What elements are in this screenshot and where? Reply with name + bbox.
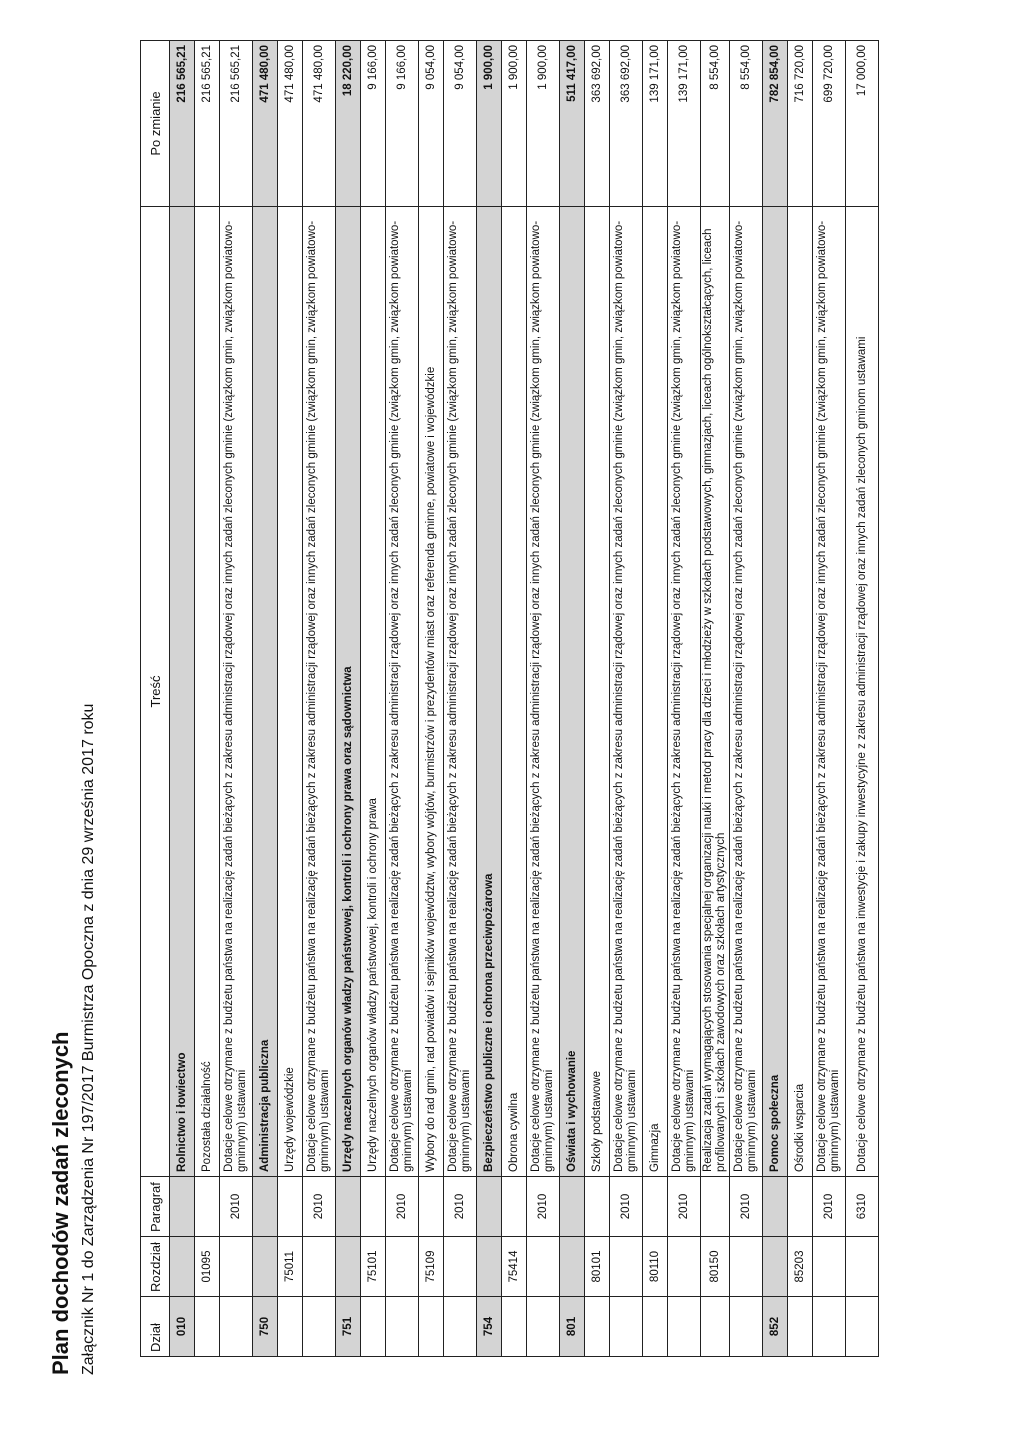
cell-tresc: Dotacje celowe otrzymane z budżetu państwa na realizację zadań bieżących z zakresu administracji rządowej oraz innych zadań zleconych gminie (związkom gmin, związkom powiatowo-gminnym) ustawami bbox=[668, 207, 701, 1177]
cell-dzial bbox=[386, 1297, 419, 1357]
cell-rozdzial: 75414 bbox=[502, 1237, 527, 1297]
header-rozdzial: Rozdział bbox=[141, 1237, 170, 1297]
table-header-row bbox=[141, 41, 170, 1357]
cell-po-zmianie: 716 720,00 bbox=[788, 41, 813, 207]
cell-tresc: Dotacje celowe otrzymane z budżetu państwa na realizację zadań bieżących z zakresu administracji rządowej oraz innych zadań zleconych gminie (związkom gmin, związkom powiatowo-gminnym) ustawami bbox=[813, 207, 846, 1177]
cell-rozdzial: 75101 bbox=[361, 1237, 386, 1297]
cell-paragraf bbox=[170, 1177, 195, 1237]
cell-rozdzial: 80150 bbox=[701, 1237, 730, 1297]
table-row bbox=[419, 41, 444, 1357]
cell-tresc: Szkoły podstawowe bbox=[585, 207, 610, 1177]
cell-dzial bbox=[610, 1297, 643, 1357]
cell-paragraf bbox=[643, 1177, 668, 1237]
cell-po-zmianie: 216 565,21 bbox=[170, 41, 195, 207]
table-row bbox=[643, 41, 668, 1357]
cell-po-zmianie: 139 171,00 bbox=[643, 41, 668, 207]
cell-dzial bbox=[668, 1297, 701, 1357]
table-row bbox=[763, 41, 788, 1357]
cell-rozdzial bbox=[220, 1237, 253, 1297]
cell-paragraf bbox=[477, 1177, 502, 1237]
cell-tresc: Bezpieczeństwo publiczne i ochrona przeciwpożarowa bbox=[477, 207, 502, 1177]
cell-po-zmianie: 1 900,00 bbox=[502, 41, 527, 207]
cell-rozdzial bbox=[170, 1237, 195, 1297]
table-row bbox=[253, 41, 278, 1357]
cell-dzial bbox=[585, 1297, 610, 1357]
cell-po-zmianie: 363 692,00 bbox=[610, 41, 643, 207]
cell-dzial bbox=[846, 1297, 879, 1357]
cell-po-zmianie: 9 054,00 bbox=[419, 41, 444, 207]
table-row bbox=[730, 41, 763, 1357]
cell-dzial bbox=[278, 1297, 303, 1357]
cell-paragraf bbox=[788, 1177, 813, 1237]
cell-po-zmianie: 9 166,00 bbox=[386, 41, 419, 207]
cell-dzial: 801 bbox=[560, 1297, 585, 1357]
cell-rozdzial: 85203 bbox=[788, 1237, 813, 1297]
table-row bbox=[195, 41, 220, 1357]
table-row bbox=[386, 41, 419, 1357]
cell-dzial bbox=[730, 1297, 763, 1357]
header-dzial: Dział bbox=[141, 1297, 170, 1357]
cell-paragraf: 2010 bbox=[386, 1177, 419, 1237]
table-row bbox=[361, 41, 386, 1357]
cell-tresc: Dotacje celowe otrzymane z budżetu państwa na realizację zadań bieżących z zakresu administracji rządowej oraz innych zadań zleconych gminie (związkom gmin, związkom powiatowo-gminnym) ustawami bbox=[444, 207, 477, 1177]
cell-dzial: 010 bbox=[170, 1297, 195, 1357]
cell-tresc: Pomoc społeczna bbox=[763, 207, 788, 1177]
cell-rozdzial: 80110 bbox=[643, 1237, 668, 1297]
cell-po-zmianie: 9 166,00 bbox=[361, 41, 386, 207]
cell-tresc: Dotacje celowe otrzymane z budżetu państwa na inwestycje i zakupy inwestycyjne z zakresu administracji rządowej oraz innych zadań zleconych gminom ustawami bbox=[846, 207, 879, 1177]
cell-dzial bbox=[444, 1297, 477, 1357]
cell-paragraf: 2010 bbox=[668, 1177, 701, 1237]
cell-paragraf: 2010 bbox=[444, 1177, 477, 1237]
cell-dzial bbox=[643, 1297, 668, 1357]
cell-rozdzial bbox=[763, 1237, 788, 1297]
cell-tresc: Pozostała działalność bbox=[195, 207, 220, 1177]
cell-paragraf: 2010 bbox=[303, 1177, 336, 1237]
table-row bbox=[585, 41, 610, 1357]
table-row bbox=[477, 41, 502, 1357]
cell-paragraf: 6310 bbox=[846, 1177, 879, 1237]
cell-tresc: Ośrodki wsparcia bbox=[788, 207, 813, 1177]
cell-tresc: Dotacje celowe otrzymane z budżetu państwa na realizację zadań bieżących z zakresu administracji rządowej oraz innych zadań zleconych gminie (związkom gmin, związkom powiatowo-gminnym) ustawami bbox=[303, 207, 336, 1177]
cell-po-zmianie: 471 480,00 bbox=[303, 41, 336, 207]
document-title: Plan dochodów zadań zleconych bbox=[48, 1031, 73, 1375]
cell-rozdzial bbox=[303, 1237, 336, 1297]
cell-po-zmianie: 782 854,00 bbox=[763, 41, 788, 207]
cell-rozdzial bbox=[560, 1237, 585, 1297]
cell-paragraf: 2010 bbox=[730, 1177, 763, 1237]
table-row bbox=[336, 41, 361, 1357]
cell-po-zmianie: 8 554,00 bbox=[701, 41, 730, 207]
cell-tresc: Oświata i wychowanie bbox=[560, 207, 585, 1177]
cell-paragraf: 2010 bbox=[220, 1177, 253, 1237]
cell-dzial bbox=[788, 1297, 813, 1357]
cell-paragraf bbox=[336, 1177, 361, 1237]
table-row bbox=[668, 41, 701, 1357]
table-row bbox=[846, 41, 879, 1357]
cell-rozdzial bbox=[477, 1237, 502, 1297]
table-row bbox=[701, 41, 730, 1357]
cell-rozdzial bbox=[386, 1237, 419, 1297]
cell-paragraf bbox=[701, 1177, 730, 1237]
cell-dzial bbox=[701, 1297, 730, 1357]
cell-tresc: Urzędy naczelnych organów władzy państwowej, kontroli i ochrony prawa bbox=[361, 207, 386, 1177]
cell-paragraf bbox=[253, 1177, 278, 1237]
cell-paragraf: 2010 bbox=[610, 1177, 643, 1237]
cell-tresc: Gimnazja bbox=[643, 207, 668, 1177]
cell-po-zmianie: 471 480,00 bbox=[278, 41, 303, 207]
cell-po-zmianie: 699 720,00 bbox=[813, 41, 846, 207]
cell-tresc: Wybory do rad gmin, rad powiatów i sejmików województw, wybory wójtów, burmistrzów i prezydentów miast oraz referenda gminne, powiatowe i wojewódzkie bbox=[419, 207, 444, 1177]
cell-po-zmianie: 17 000,00 bbox=[846, 41, 879, 207]
table-row bbox=[502, 41, 527, 1357]
cell-tresc: Rolnictwo i łowiectwo bbox=[170, 207, 195, 1177]
cell-rozdzial bbox=[668, 1237, 701, 1297]
cell-rozdzial bbox=[444, 1237, 477, 1297]
cell-paragraf: 2010 bbox=[527, 1177, 560, 1237]
cell-dzial bbox=[303, 1297, 336, 1357]
table-row bbox=[444, 41, 477, 1357]
cell-paragraf bbox=[502, 1177, 527, 1237]
table-row bbox=[527, 41, 560, 1357]
cell-po-zmianie: 216 565,21 bbox=[220, 41, 253, 207]
cell-dzial bbox=[527, 1297, 560, 1357]
cell-rozdzial bbox=[846, 1237, 879, 1297]
cell-rozdzial bbox=[253, 1237, 278, 1297]
cell-po-zmianie: 363 692,00 bbox=[585, 41, 610, 207]
cell-paragraf bbox=[361, 1177, 386, 1237]
cell-dzial: 852 bbox=[763, 1297, 788, 1357]
header-paragraf: Paragraf bbox=[141, 1177, 170, 1237]
cell-rozdzial: 80101 bbox=[585, 1237, 610, 1297]
cell-dzial bbox=[195, 1297, 220, 1357]
cell-dzial bbox=[361, 1297, 386, 1357]
table-row bbox=[220, 41, 253, 1357]
cell-po-zmianie: 9 054,00 bbox=[444, 41, 477, 207]
cell-po-zmianie: 18 220,00 bbox=[336, 41, 361, 207]
cell-paragraf bbox=[763, 1177, 788, 1237]
cell-rozdzial bbox=[813, 1237, 846, 1297]
cell-tresc: Realizacja zadań wymagających stosowania specjalnej organizacji nauki i metod pracy dla dzieci i młodzieży w szkołach podstawowych, gimnazjach, liceach ogólnokształcących, liceach profilowanych i szkołach zawodowych oraz szkołach artystycznych bbox=[701, 207, 730, 1177]
document-subtitle: Załącznik Nr 1 do Zarządzenia Nr 197/2017 Burmistrza Opoczna z dnia 29 września 2017 roku bbox=[80, 703, 97, 1375]
cell-dzial: 751 bbox=[336, 1297, 361, 1357]
cell-tresc: Urzędy naczelnych organów władzy państwowej, kontroli i ochrony prawa oraz sądownictwa bbox=[336, 207, 361, 1177]
cell-dzial: 754 bbox=[477, 1297, 502, 1357]
cell-tresc: Obrona cywilna bbox=[502, 207, 527, 1177]
header-po-zmianie: Po zmianie bbox=[141, 41, 170, 207]
cell-paragraf bbox=[419, 1177, 444, 1237]
header-tresc: Treść bbox=[141, 207, 170, 1177]
cell-po-zmianie: 471 480,00 bbox=[253, 41, 278, 207]
cell-rozdzial: 75011 bbox=[278, 1237, 303, 1297]
table-row bbox=[560, 41, 585, 1357]
cell-rozdzial bbox=[730, 1237, 763, 1297]
table-row bbox=[813, 41, 846, 1357]
table-body bbox=[170, 41, 879, 1357]
table-row bbox=[788, 41, 813, 1357]
table-row bbox=[610, 41, 643, 1357]
cell-rozdzial bbox=[336, 1237, 361, 1297]
cell-paragraf bbox=[195, 1177, 220, 1237]
cell-tresc: Dotacje celowe otrzymane z budżetu państwa na realizację zadań bieżących z zakresu administracji rządowej oraz innych zadań zleconych gminie (związkom gmin, związkom powiatowo-gminnym) ustawami bbox=[386, 207, 419, 1177]
table-row bbox=[303, 41, 336, 1357]
cell-rozdzial bbox=[610, 1237, 643, 1297]
cell-po-zmianie: 1 900,00 bbox=[527, 41, 560, 207]
cell-rozdzial: 01095 bbox=[195, 1237, 220, 1297]
cell-tresc: Dotacje celowe otrzymane z budżetu państwa na realizację zadań bieżących z zakresu administracji rządowej oraz innych zadań zleconych gminie (związkom gmin, związkom powiatowo-gminnym) ustawami bbox=[730, 207, 763, 1177]
cell-dzial bbox=[502, 1297, 527, 1357]
cell-rozdzial bbox=[527, 1237, 560, 1297]
cell-dzial bbox=[813, 1297, 846, 1357]
cell-tresc: Administracja publiczna bbox=[253, 207, 278, 1177]
cell-rozdzial: 75109 bbox=[419, 1237, 444, 1297]
cell-paragraf bbox=[585, 1177, 610, 1237]
cell-dzial bbox=[220, 1297, 253, 1357]
cell-po-zmianie: 511 417,00 bbox=[560, 41, 585, 207]
income-plan-table bbox=[140, 40, 879, 1357]
cell-po-zmianie: 139 171,00 bbox=[668, 41, 701, 207]
cell-paragraf: 2010 bbox=[813, 1177, 846, 1237]
cell-paragraf bbox=[278, 1177, 303, 1237]
cell-tresc: Dotacje celowe otrzymane z budżetu państwa na realizację zadań bieżących z zakresu administracji rządowej oraz innych zadań zleconych gminie (związkom gmin, związkom powiatowo-gminnym) ustawami bbox=[610, 207, 643, 1177]
cell-po-zmianie: 8 554,00 bbox=[730, 41, 763, 207]
cell-po-zmianie: 1 900,00 bbox=[477, 41, 502, 207]
cell-tresc: Dotacje celowe otrzymane z budżetu państwa na realizację zadań bieżących z zakresu administracji rządowej oraz innych zadań zleconych gminie (związkom gmin, związkom powiatowo-gminnym) ustawami bbox=[527, 207, 560, 1177]
cell-dzial: 750 bbox=[253, 1297, 278, 1357]
cell-tresc: Urzędy wojewódzkie bbox=[278, 207, 303, 1177]
cell-tresc: Dotacje celowe otrzymane z budżetu państwa na realizację zadań bieżących z zakresu administracji rządowej oraz innych zadań zleconych gminie (związkom gmin, związkom powiatowo-gminnym) ustawami bbox=[220, 207, 253, 1177]
table-row bbox=[170, 41, 195, 1357]
cell-po-zmianie: 216 565,21 bbox=[195, 41, 220, 207]
cell-paragraf bbox=[560, 1177, 585, 1237]
cell-dzial bbox=[419, 1297, 444, 1357]
table-row bbox=[278, 41, 303, 1357]
